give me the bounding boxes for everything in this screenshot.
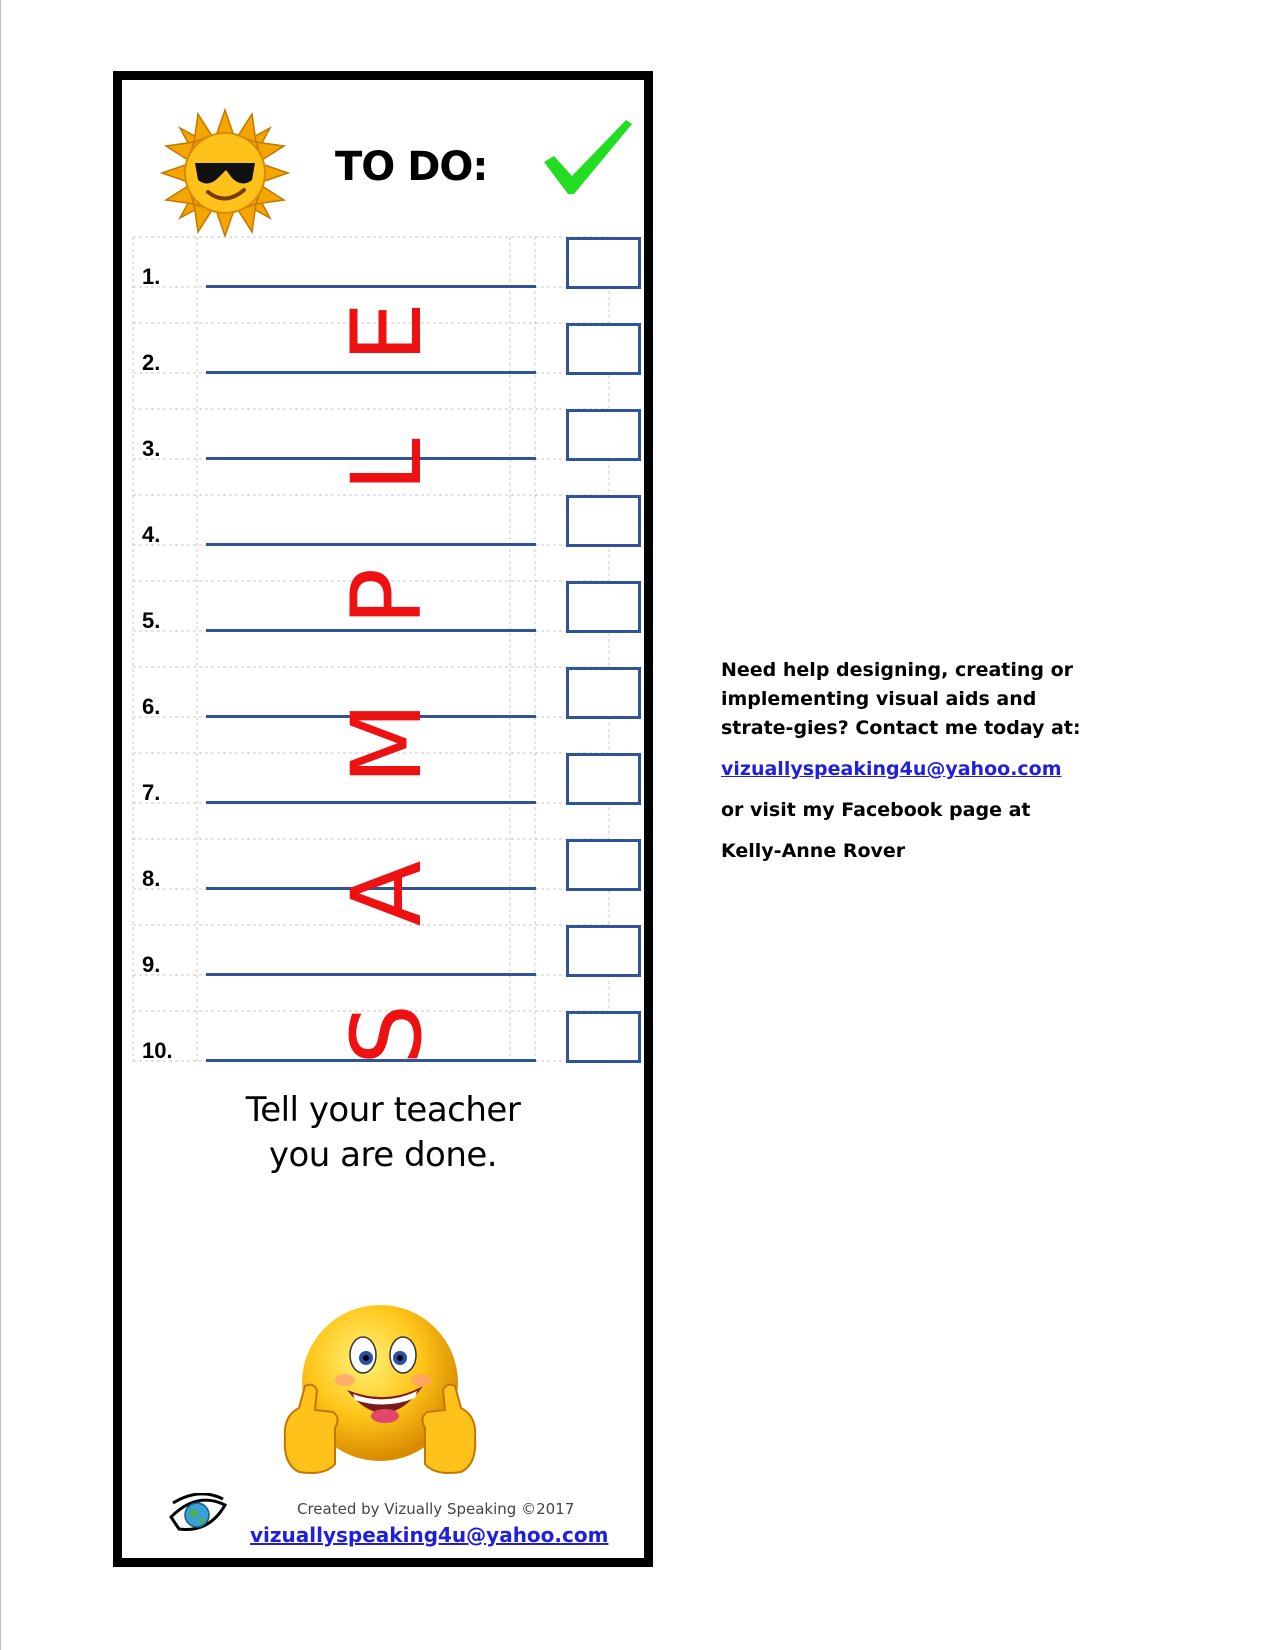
checkbox[interactable] [566,753,641,805]
checkbox[interactable] [566,839,641,891]
eye-globe-logo-icon [169,1493,227,1535]
row-number: 10. [142,1038,173,1063]
done-instruction-line2: you are done. [268,1135,498,1175]
green-checkmark-icon [542,118,634,198]
facebook-paragraph: or visit my Facebook page at [721,799,1031,821]
checkbox[interactable] [566,323,641,375]
contact-email-link[interactable]: vizuallyspeaking4u@yahoo.com [721,758,1062,780]
checkbox[interactable] [566,925,641,977]
card-email-link[interactable]: vizuallyspeaking4u@yahoo.com [250,1523,609,1547]
checkbox[interactable] [566,237,641,289]
sample-watermark-text: SAMPLE [331,225,443,1065]
row-number: 6. [142,694,161,719]
checkbox[interactable] [566,495,641,547]
todo-card [113,71,653,1567]
row-number: 9. [142,952,161,977]
checkbox[interactable] [566,667,641,719]
row-number: 5. [142,608,161,633]
checkbox[interactable] [566,409,641,461]
row-number: 1. [142,264,161,289]
facebook-name: Kelly-Anne Rover [721,840,906,862]
page-title: TO DO: [335,144,488,190]
thumbs-up-smiley-icon [265,1298,495,1498]
row-number: 3. [142,436,161,461]
credit-text: Created by Vizually Speaking ©2017 [297,1500,575,1518]
row-number: 2. [142,350,161,375]
contact-info [721,656,1101,866]
row-number: 8. [142,866,161,891]
sun-with-sunglasses-icon [160,108,290,238]
row-number: 7. [142,780,161,805]
contact-paragraph: Need help designing, creating or implementing visual aids and strate-gies? Contact me today at: [721,659,1081,739]
page-edge [0,0,1,1650]
checkbox[interactable] [566,1011,641,1063]
checkbox[interactable] [566,581,641,633]
done-instruction-line1: Tell your teacher [245,1090,521,1130]
row-number: 4. [142,522,161,547]
